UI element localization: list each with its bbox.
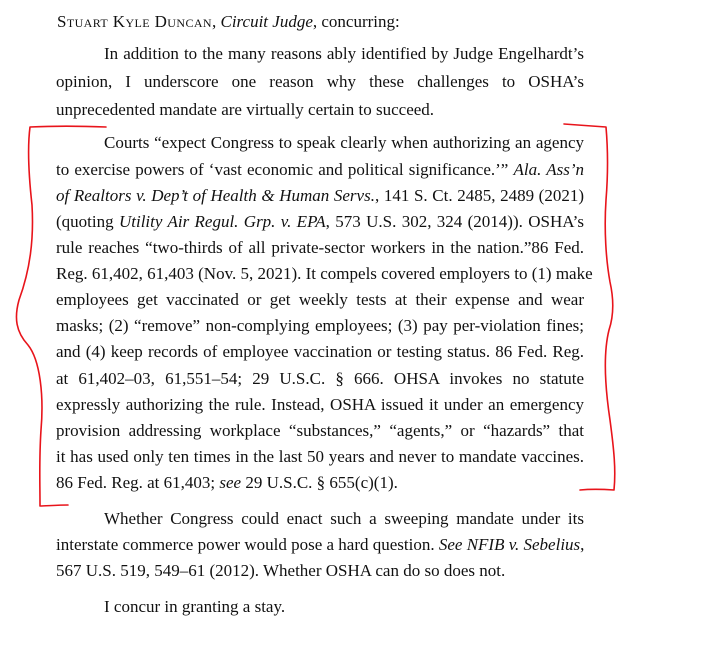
text-line: and (4) keep records of employee vaccination or testing status. 86 Fed. Reg. — [56, 342, 584, 361]
text-line: Courts “expect Congress to speak clearly when authorizing an agency — [104, 133, 584, 152]
text-line: Whether Congress could enact such a sweeping mandate under its — [104, 509, 584, 528]
text-line: expressly authorizing the rule. Instead, OSHA issued it under an emergency — [56, 395, 584, 414]
text-line: it has used only ten times in the last 50 years and never to mandate vaccines. — [56, 447, 584, 466]
text-line: employees get vaccinated or get weekly tests at their expense and wear — [56, 290, 584, 309]
text-line: opinion, I underscore one reason why these challenges to OSHA’s — [56, 72, 584, 91]
text-line: (quoting Utility Air Regul. Grp. v. EPA, 573 U.S. 302, 324 (2014)). OSHA’s — [56, 212, 584, 231]
case-citation: Utility Air Regul. Grp. v. EPA — [118, 212, 326, 231]
text-line: masks; (2) “remove” non-complying employees; (3) pay per-violation fines; — [56, 316, 584, 335]
text-line: I concur in granting a stay. — [104, 597, 286, 616]
text-line: provision addressing workplace “substances,” “agents,” or “hazards” that — [56, 421, 584, 440]
opinion-header: Stuart Kyle Duncan, Circuit Judge, concurring: — [57, 12, 400, 31]
text-line: at 61,402–03, 61,551–54; 29 U.S.C. § 666. OHSA invokes no statute — [56, 369, 584, 388]
signal-see: see — [219, 473, 242, 492]
case-citation: Ala. Ass’n — [513, 160, 584, 179]
text-line: unprecedented mandate are virtually certain to succeed. — [56, 100, 435, 119]
text-line: rule reaches “two-thirds of all private-sector workers in the nation.”86 Fed. — [56, 238, 584, 257]
case-citation: See NFIB v. Sebelius — [438, 535, 581, 554]
text-line: 567 U.S. 519, 549–61 (2012). Whether OSHA can do so does not. — [56, 561, 506, 580]
text-line: to exercise powers of ‘vast economic and political significance.’” Ala. Ass’n — [56, 160, 584, 179]
right-bracket-mark — [564, 124, 615, 490]
text-line: In addition to the many reasons ably identified by Judge Engelhardt’s — [104, 44, 584, 63]
judge-name: Stuart Kyle Duncan — [57, 12, 212, 31]
judge-role: Circuit Judge — [220, 12, 313, 31]
case-citation: of Realtors v. Dep’t of Health & Human Servs. — [56, 186, 375, 205]
text-line: 86 Fed. Reg. at 61,403; see 29 U.S.C. § 655(c)(1). — [56, 473, 398, 492]
text-line: interstate commerce power would pose a hard question. See NFIB v. Sebelius, — [56, 535, 585, 554]
left-bracket-mark — [16, 126, 106, 506]
text-line: Reg. 61,402, 61,403 (Nov. 5, 2021). It compels covered employers to (1) make — [56, 264, 593, 283]
text-line: of Realtors v. Dep’t of Health & Human Servs., 141 S. Ct. 2485, 2489 (2021) — [56, 186, 585, 205]
